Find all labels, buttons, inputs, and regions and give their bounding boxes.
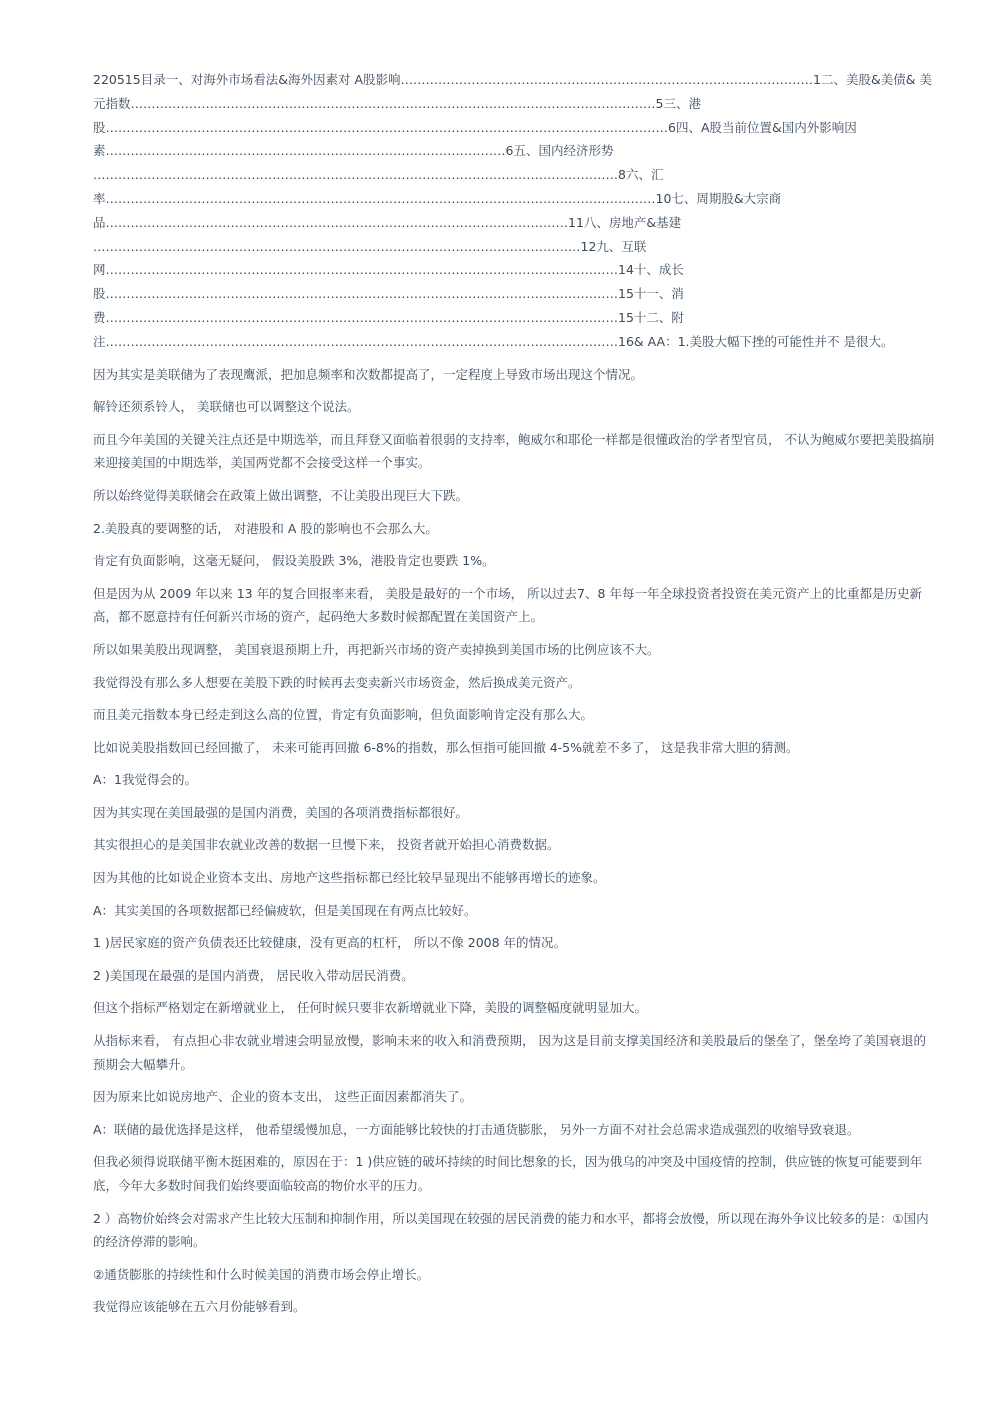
paragraph: 所以如果美股出现调整， 美国衰退预期上升，再把新兴市场的资产卖掉换到美国市场的比例应该不大。 bbox=[93, 641, 660, 657]
paragraph: 2 )美国现在最强的是国内消费， 居民收入带动居民消费。 bbox=[93, 967, 414, 983]
toc-line: 注……………………………………………………………………………………………………………16& AA：1.美股大幅下挫的可能性并不 bbox=[93, 333, 840, 349]
toc-line: 是很大。 bbox=[843, 333, 894, 349]
toc-line: 220515目录一、对海外市场看法&海外因素对 A股影响………………………………………………………………………………………1二、美股&美债& bbox=[93, 72, 916, 87]
paragraph: 而且美元指数本身已经走到这么高的位置，肯定有负面影响，但负面影响肯定没有那么大。 bbox=[93, 707, 594, 723]
paragraph: 因为其实现在美国最强的是国内消费，美国的各项消费指标都很好。 bbox=[93, 804, 469, 820]
toc-line: 费……………………………………………………………………………………………………………15十二、附 bbox=[93, 309, 684, 325]
toc-line: ………………………………………………………………………………………………………………8六、汇 bbox=[93, 167, 664, 183]
paragraph: 比如说美股指数回已经回撤了， 未来可能再回撤 6-8%的指数，那么恒指可能回撤 4-5%就差不多了， 这是我非常大胆的猜测。 bbox=[93, 739, 799, 755]
table-of-contents bbox=[93, 68, 938, 354]
toc-line: 素……………………………………………………………………………………6五、国内经济形势 bbox=[93, 143, 614, 159]
paragraph: 因为原来比如说房地产、企业的资本支出， 这些正面因素都消失了。 bbox=[93, 1089, 472, 1105]
paragraph: 2 ）高物价始终会对需求产生比较大压制和抑制作用，所以美国现在较强的居民消费的能力和水平，都将会放慢，所以现在海外争议比较多的是：①国内的经济停滞的影响。 bbox=[93, 1210, 929, 1250]
paragraph: 1 )居民家庭的资产负债表还比较健康，没有更高的杠杆， 所以不像 2008 年的情况。 bbox=[93, 935, 567, 951]
toc-line: ………………………………………………………………………………………………………12九、互联 bbox=[93, 238, 647, 254]
paragraph: 我觉得没有那么多人想要在美股下跌的时候再去变卖新兴市场资金，然后换成美元资产。 bbox=[93, 674, 581, 690]
paragraph: ②通货膨胀的持续性和什么时候美国的消费市场会停止增长。 bbox=[93, 1266, 430, 1282]
toc-line: 股……………………………………………………………………………………………………………15十一、消 bbox=[93, 286, 684, 302]
paragraph: 因为其他的比如说企业资本支出、房地产这些指标都已经比较早显现出不能够再增长的迹象。 bbox=[93, 870, 606, 886]
paragraph: 但我必须得说联储平衡木挺困难的，原因在于：1 )供应链的破坏持续的时间比想象的长，因为俄乌的冲突及中国疫情的控制，供应链的恢复可能要到年底，今年大多数时间我们始终要面临较高的物价水平的压力。 bbox=[93, 1154, 923, 1193]
paragraph: A：1我觉得会的。 bbox=[93, 772, 198, 788]
paragraph: 从指标来看， 有点担心非农就业增速会明显放慢，影响未来的收入和消费预期， 因为这是目前支撑美国经济和美股最后的堡垒了，堡垒垮了美国衰退的预期会大幅攀升。 bbox=[93, 1033, 926, 1072]
paragraph: 因为其实是美联储为了表现鹰派，把加息频率和次数都提高了，一定程度上导致市场出现这个情况。 bbox=[93, 366, 644, 382]
toc-line: 美元指数………………………………………………………………………………………………………………5三、港 bbox=[93, 72, 932, 111]
paragraph: 但是因为从 2009 年以来 13 年的复合回报率来看， 美股是最好的一个市场， 所以过去7、8 年每一年全球投资者投资在美元资产上的比重都是历史新高，都不愿意持有任何新兴市场的资产，起码绝大多数时候都配置在美国资产上。 bbox=[93, 585, 922, 625]
toc-line: 股………………………………………………………………………………………………………………………6四、A股当前位置&国内外影响因 bbox=[93, 119, 857, 135]
paragraph: A：其实美国的各项数据都已经偏疲软，但是美国现在有两点比较好。 bbox=[93, 902, 477, 918]
toc-line: 品…………………………………………………………………………………………………11八、房地产&基建 bbox=[93, 214, 682, 230]
paragraph: 肯定有负面影响，这毫无疑问， 假设美股跌 3%，港股肯定也要跌 1%。 bbox=[93, 553, 495, 569]
paragraph: 所以始终觉得美联储会在政策上做出调整，不让美股出现巨大下跌。 bbox=[93, 487, 469, 503]
paragraph: A：联储的最优选择是这样， 他希望缓慢加息，一方面能够比较快的打击通货膨胀， 另外一方面不对社会总需求造成强烈的收缩导致衰退。 bbox=[93, 1121, 860, 1137]
paragraph: 而且今年美国的关键关注点还是中期选举，而且拜登又面临着很弱的支持率，鲍威尔和耶伦一样都是很懂政治的学者型官员， 不认为鲍威尔要把美股搞崩来迎接美国的中期选举，美国两党都不会接受这样一个事实。 bbox=[93, 431, 935, 471]
paragraph: 2.美股真的要调整的话， 对港股和 A 股的影响也不会那么大。 bbox=[93, 520, 438, 536]
toc-line: 率……………………………………………………………………………………………………………………10七、周期股&大宗商 bbox=[93, 190, 782, 206]
paragraph: 其实很担心的是美国非农就业改善的数据一旦慢下来， 投资者就开始担心消费数据。 bbox=[93, 837, 560, 853]
toc-line: 网……………………………………………………………………………………………………………14十、成长 bbox=[93, 262, 684, 278]
paragraph: 我觉得应该能够在五六月份能够看到。 bbox=[93, 1299, 306, 1315]
paragraph: 但这个指标严格划定在新增就业上， 任何时候只要非农新增就业下降，美股的调整幅度就明显加大。 bbox=[93, 1000, 647, 1016]
paragraph: 解铃还须系铃人， 美联储也可以调整这个说法。 bbox=[93, 399, 360, 415]
